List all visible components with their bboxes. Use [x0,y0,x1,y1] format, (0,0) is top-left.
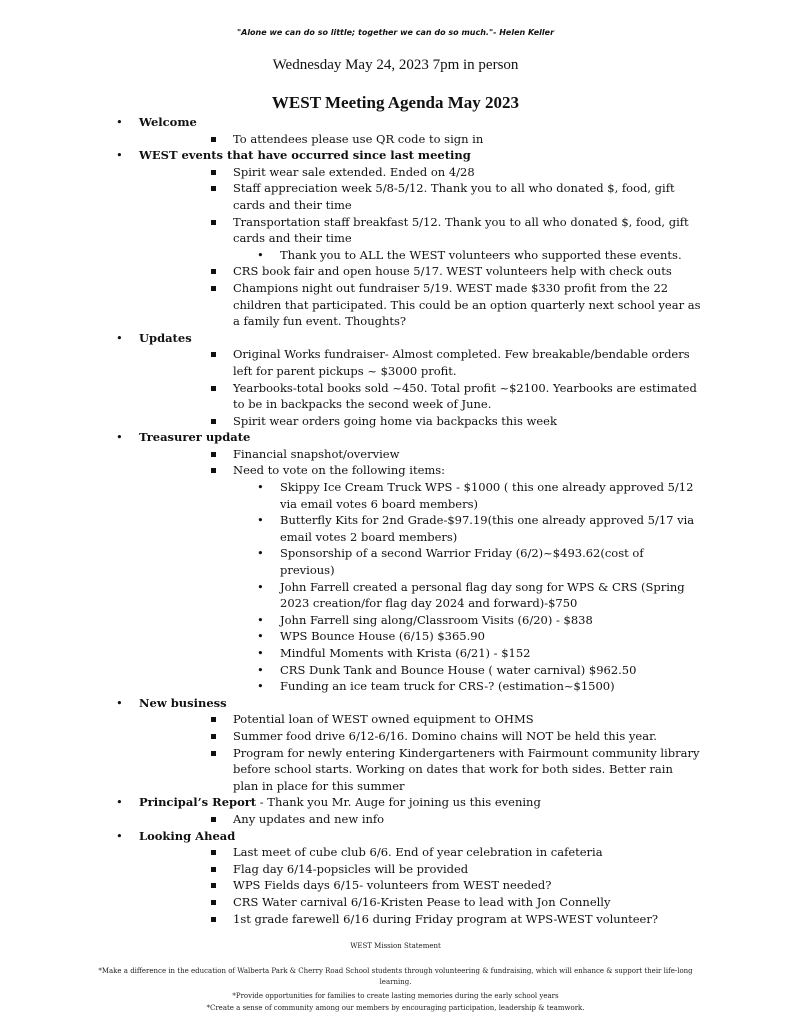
section-heading-new-business: • New business [0,695,791,712]
vote-item: • WPS Bounce House (6/15) $365.90 [0,628,791,645]
section-heading-looking-ahead: • Looking Ahead [0,828,791,845]
meeting-date: Wednesday May 24, 2023 7pm in person [272,57,519,73]
vote-item: • Skippy Ice Cream Truck WPS - $1000 ( this one already approved 5/12 via email votes 6 board members) [0,479,791,512]
mission-line: *Provide opportunities for families to create lasting memories during the early school years [232,992,559,1000]
list-item: Last meet of cube club 6/6. End of year celebration in cafeteria [0,844,791,861]
section-heading-welcome: • Welcome [0,114,791,131]
quote: "Alone we can do so little; together we can do so much."- Helen Keller [236,28,555,37]
section-heading-treasurer: • Treasurer update [0,429,791,446]
mission-heading: WEST Mission Statement [350,942,441,950]
principal-note: - Thank you Mr. Auge for joining us this evening [256,795,541,810]
section-heading-principal [0,794,791,811]
list-item: To attendees please use QR code to sign in [0,131,791,148]
list-item: Flag day 6/14-popsicles will be provided [0,861,791,878]
vote-item: • Sponsorship of a second Warrior Friday (6/2)~$493.62(cost of previous) [0,545,791,578]
agenda [0,114,791,927]
list-item: Champions night out fundraiser 5/19. WEST made $330 profit from the 22 children that participated. This could be an option quarterly next school year as a family fun event. Thoughts? [0,280,791,330]
section-heading-events: • WEST events that have occurred since last meeting [0,147,791,164]
page-title: WEST Meeting Agenda May 2023 [271,93,520,112]
vote-item: • John Farrell sing along/Classroom Visits (6/20) - $838 [0,612,791,629]
list-item: Financial snapshot/overview [0,446,791,463]
list-item: Spirit wear orders going home via backpacks this week [0,413,791,430]
vote-item: • John Farrell created a personal flag day song for WPS & CRS (Spring 2023 creation/for flag day 2024 and forward)-$750 [0,579,791,612]
list-item: Summer food drive 6/12-6/16. Domino chains will NOT be held this year. [0,728,791,745]
list-item: Original Works fundraiser- Almost completed. Few breakable/bendable orders left for parent pickups ~ $3000 profit. [0,346,791,379]
vote-item: • CRS Dunk Tank and Bounce House ( water carnival) $962.50 [0,662,791,679]
section-heading-updates: • Updates [0,330,791,347]
vote-item: • Butterfly Kits for 2nd Grade-$97.19(this one already approved 5/17 via email votes 2 board members) [0,512,791,545]
list-item: Transportation staff breakfast 5/12. Thank you to all who donated $, food, gift cards and their time [0,214,791,247]
list-item: Spirit wear sale extended. Ended on 4/28 [0,164,791,181]
list-item: Potential loan of WEST owned equipment to OHMS [0,711,791,728]
list-item: 1st grade farewell 6/16 during Friday program at WPS-WEST volunteer? [0,911,791,928]
vote-item: • Funding an ice team truck for CRS-? (estimation~$1500) [0,678,791,695]
list-item: WPS Fields days 6/15- volunteers from WEST needed? [0,877,791,894]
mission-line: *Create a sense of community among our members by encouraging participation, leadership & teamwork. [206,1004,585,1012]
principal-heading-label: Principal’s Report [139,795,257,810]
list-item: Program for newly entering Kindergarteners with Fairmount community library before school starts. Working on dates that work for both sides. Better rain plan in place for this summer [0,745,791,795]
list-item: Need to vote on the following items: [0,462,791,479]
list-item: CRS book fair and open house 5/17. WEST volunteers help with check outs [0,263,791,280]
list-item: Yearbooks-total books sold ~450. Total profit ~$2100. Yearbooks are estimated to be in backpacks the second week of June. [0,380,791,413]
list-item: Any updates and new info [0,811,791,828]
vote-item: • Mindful Moments with Krista (6/21) - $152 [0,645,791,662]
mission-line: *Make a difference in the education of Walberta Park & Cherry Road School students through volunteering & fundraising, which will enhance & support their life-long learning. [98,967,693,986]
list-item: CRS Water carnival 6/16-Kristen Pease to lead with Jon Connelly [0,894,791,911]
list-item: Staff appreciation week 5/8-5/12. Thank you to all who donated $, food, gift cards and their time [0,180,791,213]
sub-list-item: • Thank you to ALL the WEST volunteers who supported these events. [0,247,791,264]
